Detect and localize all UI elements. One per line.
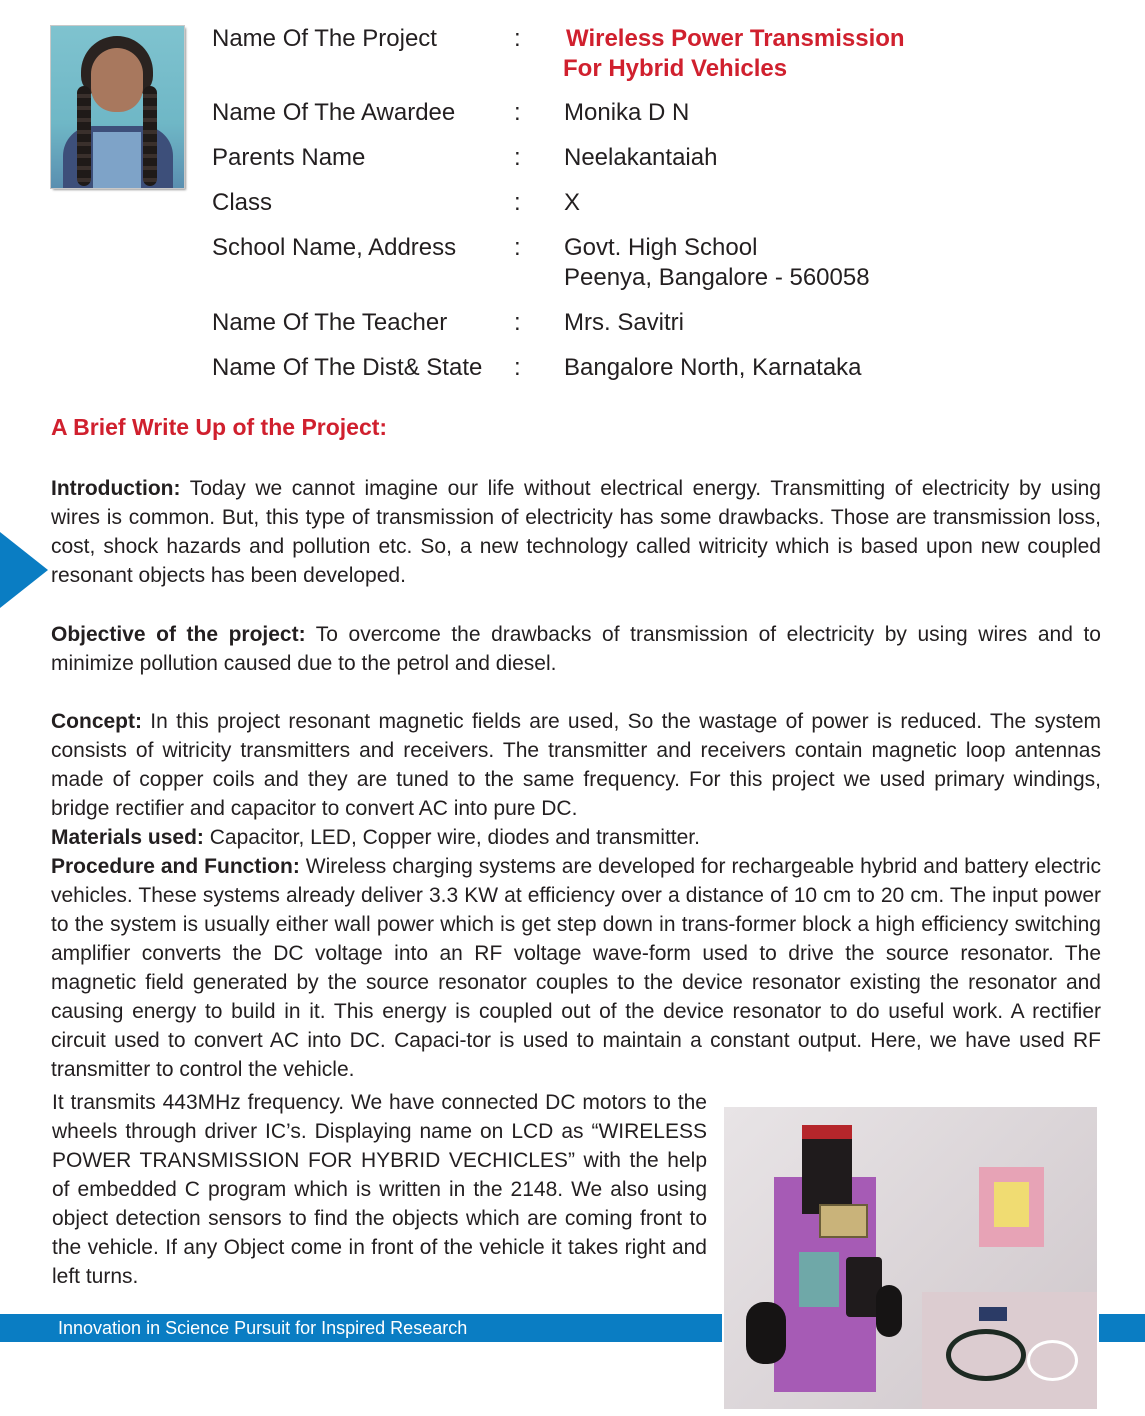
field-value: Mrs. Savitri xyxy=(564,309,684,336)
lcd-display xyxy=(819,1204,868,1238)
field-label: Name Of The Dist& State xyxy=(212,354,483,381)
objective-heading: Objective of the project: xyxy=(51,623,306,646)
introduction-text: Today we cannot imagine our life without electrical energy. Transmitting of electricity by using wires is common. But, this type of transmission of electricity has some drawbacks. Those are transmission loss, cost, shock hazards and pollution etc. So, a new technology called witricity which is based upon new coupled resonant objects has been developed. xyxy=(51,477,1101,587)
footer-bar-right xyxy=(1099,1314,1145,1342)
field-label: Name Of The Project xyxy=(212,25,437,52)
wheel-left xyxy=(746,1302,786,1364)
receiver-ring xyxy=(1027,1340,1078,1381)
field-label: Name Of The Awardee xyxy=(212,99,456,126)
field-value: Bangalore North, Karnataka xyxy=(564,354,862,381)
procedure-paragraph xyxy=(51,852,1101,1084)
field-colon: : xyxy=(514,25,521,52)
field-label: School Name, Address xyxy=(212,234,457,261)
field-colon: : xyxy=(514,354,521,381)
concept-paragraph xyxy=(51,707,1101,823)
rf-module xyxy=(979,1307,1007,1321)
field-colon: : xyxy=(514,309,521,336)
materials-text: Capacitor, LED, Copper wire, diodes and transmitter. xyxy=(203,826,700,849)
copper-coil xyxy=(946,1329,1026,1381)
field-value-line2: Peenya, Bangalore - 560058 xyxy=(564,264,870,291)
field-label: Parents Name xyxy=(212,144,366,171)
field-colon: : xyxy=(514,189,521,216)
project-title-line2: For Hybrid Vehicles xyxy=(563,55,788,82)
photo-shirt xyxy=(93,132,141,188)
concept-heading: Concept: xyxy=(51,710,142,733)
objective-paragraph xyxy=(51,620,1101,678)
photo-braid-right xyxy=(143,86,157,186)
battery xyxy=(802,1125,852,1214)
field-value: Monika D N xyxy=(564,99,690,126)
procedure-heading: Procedure and Function: xyxy=(51,855,300,878)
field-value: Neelakantaiah xyxy=(564,144,718,171)
project-title-line1: Wireless Power Transmission xyxy=(566,25,905,52)
field-colon: : xyxy=(514,234,521,261)
field-value: Govt. High School xyxy=(564,234,758,261)
concept-text: In this project resonant magnetic fields are used, So the wastage of power is reduced. The system consists of witricity transmitters and receivers. The transmitter and receivers contain magnetic loop antennas made of copper coils and they are tuned to the same frequency. For this project we used primary windings, bridge rectifier and capacitor to convert AC into pure DC. xyxy=(51,710,1101,820)
objective-text: To overcome the drawbacks of transmission of electricity by using wires and to minimize pollution caused due to the petrol and diesel. xyxy=(51,623,1101,675)
introduction-heading: Introduction: xyxy=(51,477,181,500)
photo-braid-left xyxy=(77,86,91,186)
wheel-right xyxy=(876,1285,902,1337)
procedure-text: Wireless charging systems are developed for rechargeable hybrid and battery electric vehicles. These systems already deliver 3.3 KW at efficiency over a distance of 10 cm to 20 cm. The input power to the system is usually either wall power which is get step down in trans-former block a high efficiency switching amplifier converts the DC voltage into an RF voltage wave-form used to drive the source resonator. The magnetic field generated by the source resonator couples to the device resonator existing the resonator and causing energy to build in it. This energy is coupled out of the device resonator to do useful work. A rectifier circuit used to convert AC into DC. Capaci-tor is used to maintain a constant output. Here, we have used RF transmitter to control the vehicle. xyxy=(51,855,1101,1081)
materials-paragraph xyxy=(51,823,1101,852)
photo-face xyxy=(91,48,143,112)
project-model-photo xyxy=(724,1107,1097,1409)
field-colon: : xyxy=(514,99,521,126)
transmitter-circuit xyxy=(994,1182,1029,1227)
introduction-paragraph xyxy=(51,474,1101,590)
field-colon: : xyxy=(514,144,521,171)
circuit-board xyxy=(799,1252,839,1307)
field-label: Name Of The Teacher xyxy=(212,309,448,336)
writeup-title: A Brief Write Up of the Project: xyxy=(51,414,388,440)
footer-tagline: Innovation in Science Pursuit for Inspired Research xyxy=(58,1318,468,1338)
awardee-photo xyxy=(51,26,184,188)
arrow-marker-icon xyxy=(0,532,48,608)
field-label: Class xyxy=(212,189,273,216)
field-value: X xyxy=(564,189,581,216)
materials-heading: Materials used: xyxy=(51,826,204,849)
procedure-continued-paragraph: It transmits 443MHz frequency. We have connected DC motors to the wheels through driver IC’s. Displaying name on LCD as “WIRELESS POWER TRANSMISSION FOR HYBRID VECHICLES” with the help of embedded C program which is written in the 2148. We also using object detection sensors to find the objects which are coming front to the vehicle. If any Object come in front of the vehicle it takes right and left turns. xyxy=(52,1091,707,1288)
